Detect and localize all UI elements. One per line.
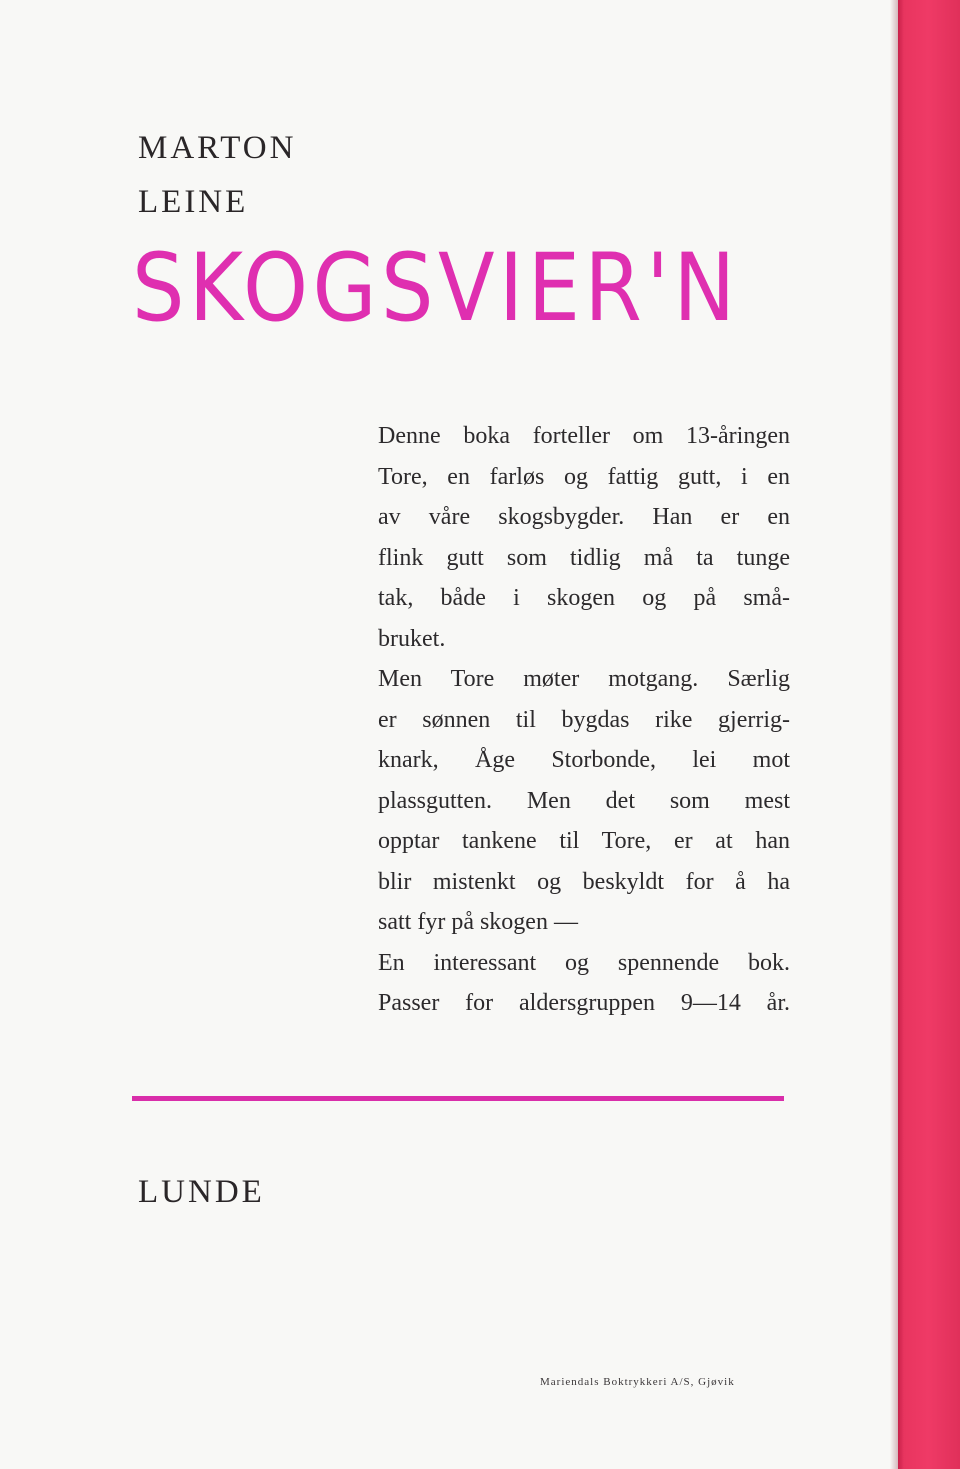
book-title: SKOGSVIER'N (132, 234, 740, 343)
blurb-line: tak, både i skogen og på små- (378, 585, 790, 611)
blurb-line: blir mistenkt og beskyldt for å ha (378, 868, 790, 895)
blurb-line: er sønnen til bygdas rike gjerrig- (378, 706, 790, 733)
publisher-name: LUNDE (138, 1174, 265, 1210)
blurb-line: Men Tore møter motgang. Særlig (378, 666, 790, 692)
blurb-line: opptar tankene til Tore, er at han (378, 828, 790, 854)
divider-rule (132, 1096, 784, 1101)
blurb-line: Tore, en farløs og fattig gutt, i en (378, 463, 790, 490)
blurb-line: satt fyr på skogen — (378, 909, 578, 935)
book-spine (898, 0, 960, 1469)
author-first-name: MARTON (138, 130, 297, 166)
printer-imprint: Mariendals Boktrykkeri A/S, Gjøvik (540, 1376, 735, 1388)
blurb-line: bruket. (378, 625, 446, 652)
blurb-line: En interessant og spennende bok. (378, 949, 790, 976)
author-last-name: LEINE (138, 184, 249, 220)
blurb-text (378, 416, 790, 1024)
blurb-line: Passer for aldersgruppen 9—14 år. (378, 990, 790, 1016)
blurb-line: flink gutt som tidlig må ta tunge (378, 544, 790, 571)
blurb-line: knark, Åge Storbonde, lei mot (378, 747, 790, 773)
blurb-line: plassgutten. Men det som mest (378, 787, 790, 814)
blurb-line: Denne boka forteller om 13-åringen (378, 423, 790, 449)
blurb-line: av våre skogsbygder. Han er en (378, 504, 790, 530)
